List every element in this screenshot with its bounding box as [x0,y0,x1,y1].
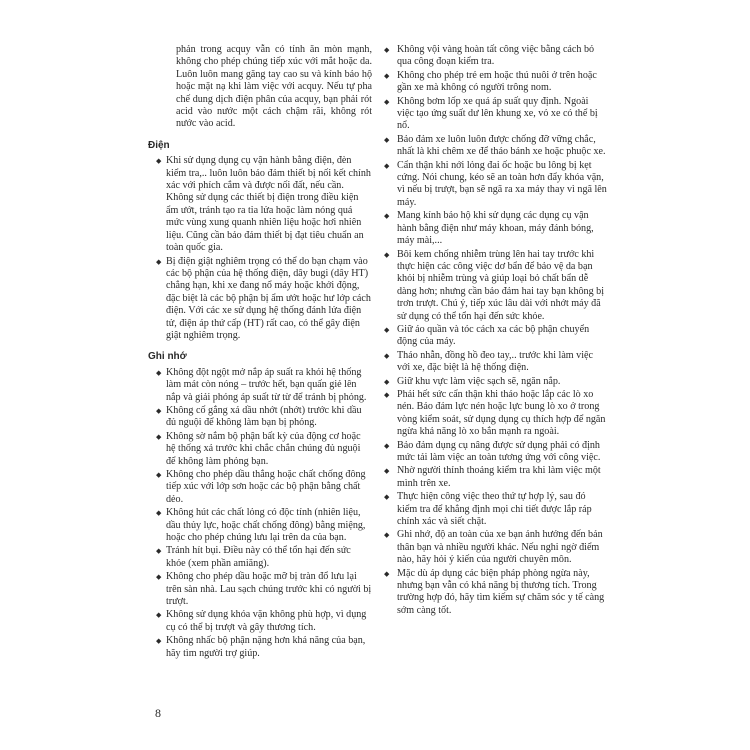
list-item: ◆ Không cho phép dầu thắng hoặc chất chống đông tiếp xúc với lớp sơn hoặc các bộ phận bằng chất dẻo. [156,469,366,505]
diamond-bullet-icon: ◆ [156,368,162,377]
list-item: ◆ Thực hiện công việc theo thứ tự hợp lý, sau đó kiểm tra để khẳng định mọi chi tiết được lắp ráp chính xác và siết chặt. [384,491,592,528]
bullet-list-right [383,44,607,617]
list-item: ◆ Không sờ nắm bộ phận bất kỳ của động cơ hoặc hệ thống xả trước khi chắc chắn chúng đủ nguội để không làm phỏng bạn. [156,430,361,467]
list-item: ◆ Không cho phép dầu hoặc mỡ bị tràn đổ lưu lại trên sàn nhà. Lau sạch chúng trước khi có người bị trượt. [156,571,372,608]
list-item: ◆ Bôi kem chống nhiễm trùng lên hai tay trước khi thực hiện các công việc dơ bẩn để bảo vệ da bạn khỏi bị nhiễm trùng và giúp loại bỏ chất bẩn dễ dàng hơn; nhưng cần bảo đảm hai tay bạn không bị trơn trượt. Chú ý, tiếp xúc lâu dài với nhớt máy đã sử dụng có thể tổn hại đến sức khỏe. [384,248,605,322]
diamond-bullet-icon: ◆ [384,441,390,450]
diamond-bullet-icon: ◆ [384,531,390,540]
diamond-bullet-icon: ◆ [384,135,390,144]
diamond-bullet-icon: ◆ [384,97,390,106]
diamond-bullet-icon: ◆ [384,390,390,399]
diamond-bullet-icon: ◆ [156,547,162,556]
diamond-bullet-icon: ◆ [384,46,390,54]
diamond-bullet-icon: ◆ [156,406,162,415]
diamond-bullet-icon: ◆ [384,212,390,221]
diamond-bullet-icon: ◆ [156,257,162,266]
diamond-bullet-icon: ◆ [384,467,390,476]
list-item: ◆ Bị điện giật nghiêm trọng có thể do bạn chạm vào các bộ phận của hệ thống điện, dây bugi (dây HT) chẳng hạn, khi xe đang nổ máy hoặc khởi động, đặc biệt là các bộ phận bị ẩm ướt hoặc hư lớp cách điện. Với các xe sử dụng hệ thống đánh lửa điện tử, điện áp thứ cấp (HT) rất cao, có thể gây điện giật nghiêm trọng. [156,255,371,341]
list-item: ◆ Không bơm lốp xe quá áp suất quy định. Ngoài việc tạo ứng suất dư lên khung xe, vỏ xe có thể bị nổ. [384,95,598,132]
diamond-bullet-icon: ◆ [156,509,162,518]
list-item: ◆ Phải hết sức cẩn thận khi tháo hoặc lắp các lò xo nén. Bảo đảm lực nén hoặc lực bung lò xo ở trong vòng kiểm soát, sử dụng dụng cụ thích hợp để ngăn ngừa khả năng lò xo bắn mạnh ra ngoài. [384,388,606,438]
list-item: ◆ Không vội vàng hoàn tất công việc bằng cách bỏ qua công đoạn kiểm tra. [384,44,595,68]
bullet-list-remember [144,367,372,660]
list-item: ◆ Tránh hít bụi. Điều này có thể tổn hại đến sức khỏe (xem phần amiăng). [156,545,351,569]
list-item: ◆ Mặc dù áp dụng các biện pháp phòng ngừa này, nhưng bạn vẫn có khả năng bị thương tích. Trong trường hợp đó, hãy tìm kiếm sự chăm sóc y tế càng sớm càng tốt. [384,567,605,616]
diamond-bullet-icon: ◆ [156,432,162,441]
list-item: ◆ Ghi nhớ, độ an toàn của xe bạn ảnh hưởng đến bản thân bạn và nhiều người khác. Nếu nghi ngờ điểm nào, hãy hỏi ý kiến của người chuyên môn. [384,529,603,566]
list-item: ◆ Bảo đảm xe luôn luôn được chống đỡ vững chắc, nhất là khi chêm xe để tháo bánh xe hoặc phuộc xe. [384,133,606,158]
list-item: ◆ Giữ khu vực làm việc sạch sẽ, ngăn nắp. [384,375,561,387]
list-item: ◆ Không đột ngột mở nắp áp suất ra khỏi hệ thống làm mát còn nóng – trước hết, bạn quấn giẻ lên nắp và giải phóng áp suất từ từ để tránh bị phỏng. [156,366,367,403]
section-heading-remember: Ghi nhớ [148,351,187,363]
diamond-bullet-icon: ◆ [384,569,390,578]
list-item: ◆ Cẩn thận khi nới lỏng đai ốc hoặc bu lông bị kẹt cứng. Nói chung, kéo sẽ an toàn hơn đẩy khóa vặn, vì nếu bị trượt, bạn sẽ ngã ra xa máy thay vì ngã lên máy. [384,159,607,208]
section-heading-electricity: Điện [148,139,170,151]
diamond-bullet-icon: ◆ [156,471,162,479]
intro-paragraph: phản trong acquy vẫn có tính ăn mòn mạnh, không cho phép chúng tiếp xúc với mắt hoặc da. Luôn luôn mang găng tay cao su và kính bảo hộ hoặc mặt nạ khi làm việc với acquy. Nếu tự pha chế dung dịch điện phân của acquy, bạn phải rót acid vào nước một cách chậm rãi, không rót nước vào acid. [176,44,372,130]
diamond-bullet-icon: ◆ [156,157,162,166]
section-electricity [144,140,372,343]
diamond-bullet-icon: ◆ [156,611,162,620]
diamond-bullet-icon: ◆ [384,161,390,170]
diamond-bullet-icon: ◆ [384,325,390,334]
list-item: ◆ Giữ áo quần và tóc cách xa các bộ phận chuyển động của máy. [384,323,590,348]
bullet-list-electricity [144,155,372,342]
section-remember [144,351,372,660]
list-item: ◆ Không nhấc bộ phận nặng hơn khả năng của bạn, hãy tìm người trợ giúp. [156,635,366,659]
diamond-bullet-icon: ◆ [384,250,390,259]
list-item: ◆ Không hút các chất lỏng có độc tính (nhiên liệu, dầu thủy lực, hoặc chất chống đông) bằng miệng, hoặc cho phép chúng lưu lại trên da của bạn. [156,507,366,544]
list-item: ◆ Tháo nhẫn, đồng hồ đeo tay,.. trước khi làm việc với xe, đặc biệt là hệ thống điện. [384,349,593,374]
diamond-bullet-icon: ◆ [156,637,162,646]
list-item: ◆ Bảo đảm dụng cụ nâng được sử dụng phải có định mức tải làm việc an toàn tương ứng với công việc. [384,439,601,463]
diamond-bullet-icon: ◆ [384,351,390,360]
list-item: ◆ Không cho phép trẻ em hoặc thú nuôi ở trên hoặc gần xe mà không có người trông nom. [384,69,597,94]
list-item: ◆ Không sử dụng khóa vặn không phù hợp, vì dụng cụ có thể bị trượt và gây thương tích. [156,609,367,633]
page-number: 8 [155,706,161,720]
diamond-bullet-icon: ◆ [384,377,390,386]
list-item: ◆ Nhờ người thỉnh thoảng kiểm tra khi làm việc một mình trên xe. [384,465,601,489]
diamond-bullet-icon: ◆ [384,71,390,80]
list-item: ◆ Mang kính bảo hộ khi sử dụng các dụng cụ vận hành bằng điện như máy khoan, máy đánh bóng, máy mài,... [384,210,594,247]
left-column [144,44,372,661]
diamond-bullet-icon: ◆ [384,493,390,502]
diamond-bullet-icon: ◆ [156,573,162,582]
list-item: ◆ Khi sử dụng dụng cụ vận hành bằng điện, đèn kiểm tra,.. luôn luôn bảo đảm thiết bị nối kết chính xác với phích cắm và được nối đất, nếu cần. Không sử dụng các thiết bị điện trong điều kiện ẩm ướt, tránh tạo ra tia lửa hoặc làm nóng quá mức vùng xung quanh nhiên liệu hoặc hơi nhiên liệu. Cũng cần bảo đảm thiết bị đạt tiêu chuẩn an toàn quốc gia. [156,155,371,254]
right-column [383,44,607,618]
list-item: ◆ Không cố gắng xả dầu nhớt (nhớt) trước khi dầu đủ nguội để không làm bạn bị phỏng. [156,404,362,429]
